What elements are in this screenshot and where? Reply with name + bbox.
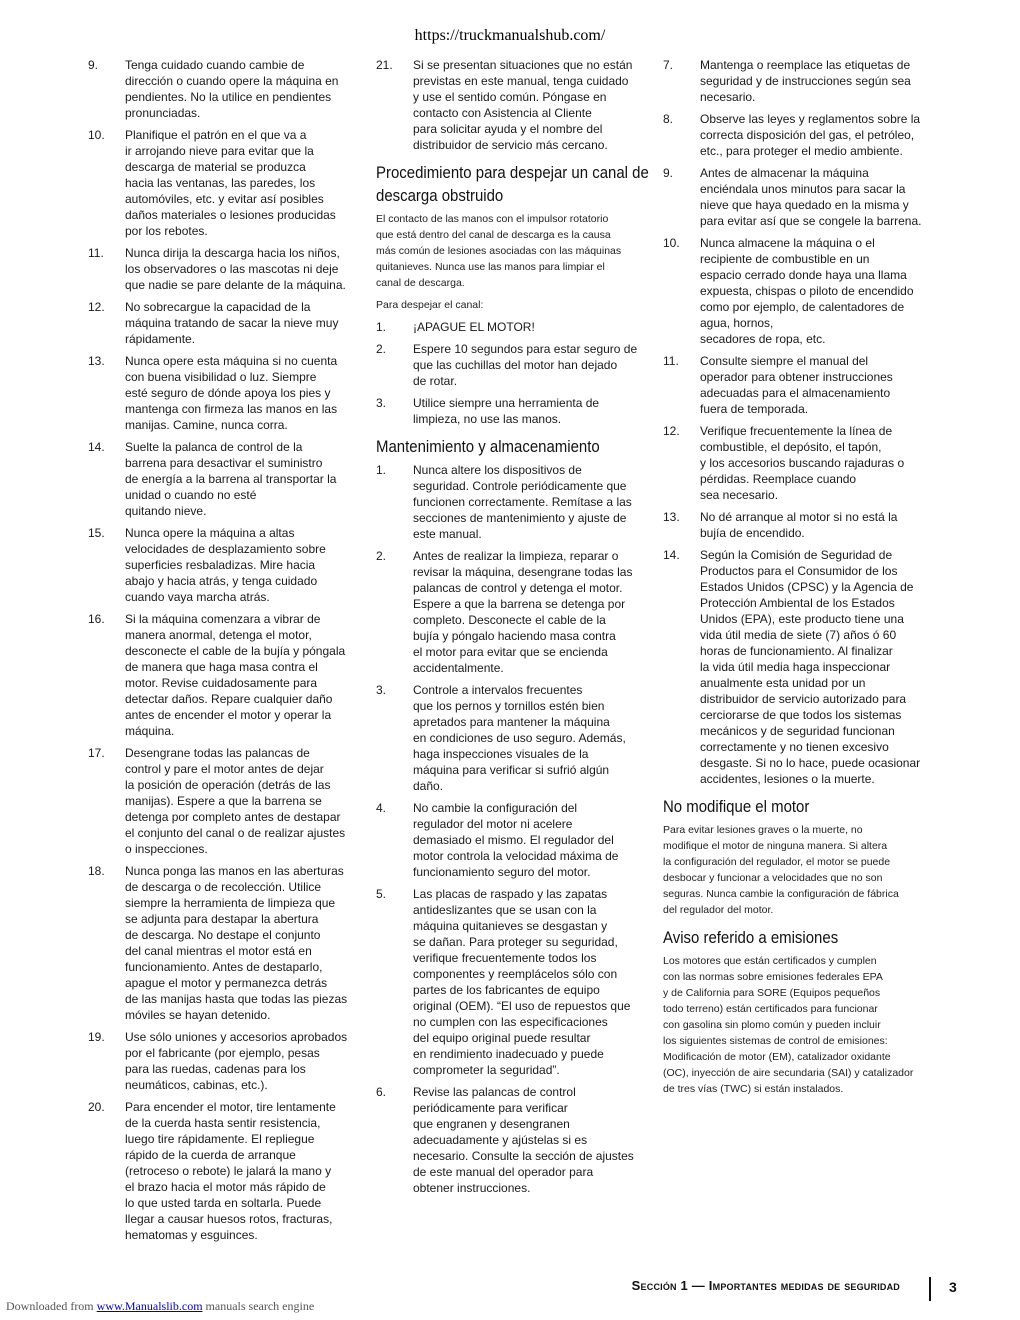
engine-modification-paragraph: Para evitar lesiones graves o la muerte, no modifique el motor de ninguna manera. Si altera la configuración del regulador, el motor se puede desbocar y funcionar a velocidades que no son seguras. Nunca cambie la configuración de fábrica del regulador del motor. xyxy=(663,824,899,916)
list-item xyxy=(663,57,935,105)
list-item-number: 6. xyxy=(376,1085,387,1099)
list-item-number: 14. xyxy=(663,548,680,562)
list-item-text: Antes de realizar la limpieza, reparar o revisar la máquina, desengrane todas las palancas de control y detenga el motor. Espere a que la barrena se detenga por completo. Desconecte el cable de la bujía y póngalo haciendo masa contra el motor para evitar que se encienda accidentalmente. xyxy=(413,549,633,675)
column-middle xyxy=(376,57,648,1202)
list-item-text: Mantenga o reemplace las etiquetas de seguridad y de instrucciones según sea necesario. xyxy=(700,58,911,104)
list-item-number: 11. xyxy=(663,354,679,368)
list-item-text: No cambie la configuración del regulador del motor ni acelere demasiado el mismo. El regulador del motor controla la velocidad máxima de funcionamiento seguro del motor. xyxy=(413,801,619,879)
list-item-number: 15. xyxy=(88,526,105,540)
list-item xyxy=(88,1099,360,1243)
list-item xyxy=(88,611,360,739)
list-item xyxy=(663,235,935,347)
maintenance-list-continued xyxy=(663,57,935,787)
list-item-text: Revise las palancas de control periódicamente para verificar que engranen y desengranen adecuadamente y ajústelas si es necesario. Consulte la sección de ajustes de este manual del operador para obtener instrucciones. xyxy=(413,1085,634,1195)
list-item-text: Nunca dirija la descarga hacia los niños, los observadores o las mascotas ni deje que nadie se pare delante de la máquina. xyxy=(125,246,346,292)
list-item-number: 10. xyxy=(663,236,680,250)
list-item-text: Verifique frecuentemente la línea de combustible, el depósito, el tapón, y los accesorios buscando rajaduras o pérdidas. Reemplace cuando sea necesario. xyxy=(700,424,905,502)
list-item xyxy=(376,341,648,389)
list-item-text: ¡APAGUE EL MOTOR! xyxy=(413,320,535,334)
list-item-number: 4. xyxy=(376,801,387,815)
maintenance-list xyxy=(376,462,648,1196)
list-item-number: 10. xyxy=(88,128,105,142)
list-item-text: Planifique el patrón en el que va a ir arrojando nieve para evitar que la descarga de material se produzca hacia las ventanas, las paredes, los automóviles, etc. y evitar así posibles daños materiales o lesiones producidas por los rebotes. xyxy=(125,128,336,238)
list-item xyxy=(663,165,935,229)
list-item-text: Antes de almacenar la máquina enciéndala unos minutos para sacar la nieve que haya quedado en la misma y para evitar así que se congele la barrena. xyxy=(700,166,922,228)
list-item-text: Si se presentan situaciones que no están previstas en este manual, tenga cuidado y use el sentido común. Póngase en contacto con Asistencia al Cliente para solicitar ayuda y el nombre del distribuidor de servicio más cercano. xyxy=(413,58,633,152)
footer-divider xyxy=(929,1277,931,1301)
list-item xyxy=(88,299,360,347)
list-item xyxy=(88,127,360,239)
list-item-text: Las placas de raspado y las zapatas antideslizantes que se usan con la máquina quitanieves se desgastan y se dañan. Para proteger su seguridad, verifique frecuentemente todos los componentes y reemplácelos sólo con partes de los fabricantes de equipo original (OEM). “El uso de repuestos que no cumplen con las especificaciones del equipo original puede resultar en rendimiento inadecuado y puede comprometer la seguridad”. xyxy=(413,887,631,1077)
column-right xyxy=(663,57,935,1103)
list-item-number: 11. xyxy=(88,246,104,260)
list-item-text: Espere 10 segundos para estar seguro de que las cuchillas del motor han dejado de rotar. xyxy=(413,342,638,388)
maintenance-heading: Mantenimiento y almacenamiento xyxy=(376,437,600,456)
list-item-number: 3. xyxy=(376,683,387,697)
list-item xyxy=(88,863,360,1023)
list-item xyxy=(88,57,360,121)
list-item-number: 2. xyxy=(376,342,387,356)
list-item-text: Para encender el motor, tire lentamente de la cuerda hasta sentir resistencia, luego tire rápidamente. El repliegue rápido de la cuerda de arranque (retroceso o rebote) le jalará la mano y el brazo hacia el motor más rápido de lo que usted tarda en soltarla. Puede llegar a causar huesos rotos, fracturas, hematomas y esguinces. xyxy=(125,1100,336,1242)
list-item xyxy=(663,509,935,541)
download-notice xyxy=(6,1299,314,1314)
list-item-text: Controle a intervalos frecuentes que los pernos y tornillos estén bien apretados para mantener la máquina en condiciones de uso seguro. Además, haga inspecciones visuales de la máquina para verificar si sufrió algún daño. xyxy=(413,683,626,793)
chute-clearing-paragraph: El contacto de las manos con el impulsor rotatorio que está dentro del canal de descarga es la causa más común de lesiones asociadas con las máquinas quitanieves. Nunca use las manos para limpiar el canal de descarga. xyxy=(376,213,622,289)
chute-clearing-heading: Procedimiento para despejar un canal de descarga obstruido xyxy=(376,163,649,205)
list-item-number: 18. xyxy=(88,864,105,878)
download-suffix: manuals search engine xyxy=(205,1299,315,1313)
download-prefix: Downloaded from xyxy=(6,1299,94,1313)
list-item xyxy=(663,353,935,417)
list-item-text: Si la máquina comenzara a vibrar de manera anormal, detenga el motor, desconecte el cable de la bujía y póngala de manera que haga masa contra el motor. Revise cuidadosamente para detectar daños. Repare cualquier daño antes de encender el motor y operar la máquina. xyxy=(125,612,346,738)
emissions-heading: Aviso referido a emisiones xyxy=(663,928,839,947)
list-item-number: 20. xyxy=(88,1100,105,1114)
list-item xyxy=(88,1029,360,1093)
list-item-number: 19. xyxy=(88,1030,105,1044)
list-item xyxy=(376,319,648,335)
list-item-number: 9. xyxy=(88,58,99,72)
list-item xyxy=(376,886,648,1078)
list-item-number: 17. xyxy=(88,746,105,760)
list-item xyxy=(376,395,648,427)
list-item-number: 3. xyxy=(376,396,387,410)
list-item-text: Tenga cuidado cuando cambie de dirección o cuando opere la máquina en pendientes. No la utilice en pendientes pronunciadas. xyxy=(125,58,339,120)
chute-clearing-steps xyxy=(376,319,648,427)
list-item-number: 12. xyxy=(663,424,680,438)
list-item xyxy=(376,682,648,794)
chute-clearing-intro: Para despejar el canal: xyxy=(376,299,484,311)
footer-section-title: Sección 1 — Importantes medidas de seguridad xyxy=(631,1278,900,1293)
list-item-number: 2. xyxy=(376,549,387,563)
list-item xyxy=(88,245,360,293)
list-item-number: 21. xyxy=(376,58,393,72)
list-item-number: 14. xyxy=(88,440,105,454)
list-item xyxy=(376,800,648,880)
list-item-text: Nunca ponga las manos en las aberturas de descarga o de recolección. Utilice siempre la herramienta de limpieza que se adjunta para destapar la abertura de descarga. No destape el conjunto del canal mientras el motor está en funcionamiento. Antes de destaparlo, apague el motor y permanezca detrás de las manijas hasta que todas las piezas móviles se hayan detenido. xyxy=(125,864,348,1022)
list-item-text: No sobrecargue la capacidad de la máquina tratando de sacar la nieve muy rápidamente. xyxy=(125,300,339,346)
list-item-text: Nunca almacene la máquina o el recipiente de combustible en un espacio cerrado donde haya una llama expuesta, chispas o piloto de encendido como por ejemplo, de calentadores de agua, hornos, secadores de ropa, etc. xyxy=(700,236,914,346)
list-item-text: Consulte siempre el manual del operador para obtener instrucciones adecuadas para el almacenamiento fuera de temporada. xyxy=(700,354,893,416)
list-item-number: 12. xyxy=(88,300,105,314)
list-item-number: 9. xyxy=(663,166,674,180)
emissions-paragraph: Los motores que están certificados y cumplen con las normas sobre emisiones federales EPA y de California para SORE (Equipos pequeños todo terreno) están certificados para funcionar con gasolina sin plomo común y pueden incluir los siguientes sistemas de control de emisiones: Modificación de motor (EM), catalizador oxidante (OC), inyección de aire secundaria (SAI) y catalizador de tres vías (TWC) si están instalados. xyxy=(663,955,914,1095)
safety-list-end xyxy=(376,57,648,153)
list-item-text: Utilice siempre una herramienta de limpieza, no use las manos. xyxy=(413,396,600,426)
list-item-text: Use sólo uniones y accesorios aprobados por el fabricante (por ejemplo, pesas para las ruedas, cadenas para los neumáticos, cabinas, etc.). xyxy=(125,1030,348,1092)
list-item xyxy=(376,1084,648,1196)
list-item-text: Nunca opere la máquina a altas velocidades de desplazamiento sobre superficies resbaladizas. Mire hacia abajo y hacia atrás, y tenga cuidado cuando vaya marcha atrás. xyxy=(125,526,326,604)
list-item-number: 16. xyxy=(88,612,105,626)
list-item xyxy=(663,547,935,787)
list-item xyxy=(88,439,360,519)
list-item-text: Nunca opere esta máquina si no cuenta con buena visibilidad o luz. Siempre esté seguro de dónde apoya los pies y mantenga con firmeza las manos en las manijas. Camine, nunca corra. xyxy=(125,354,338,432)
list-item xyxy=(376,548,648,676)
list-item-text: Nunca altere los dispositivos de seguridad. Controle periódicamente que funcionen correctamente. Remítase a las secciones de mantenimiento y ajuste de este manual. xyxy=(413,463,632,541)
list-item xyxy=(376,57,648,153)
list-item xyxy=(663,111,935,159)
list-item-number: 1. xyxy=(376,463,387,477)
list-item-text: Desengrane todas las palancas de control y pare el motor antes de dejar la posición de operación (detrás de las manijas). Espere a que la barrena se detenga por completo antes de destapar el conjunto del canal o de realizar ajustes o inspecciones. xyxy=(125,746,346,856)
list-item xyxy=(88,525,360,605)
list-item xyxy=(88,353,360,433)
list-item-number: 8. xyxy=(663,112,674,126)
manualslib-link[interactable]: www.Manualslib.com xyxy=(96,1299,203,1313)
header-url: https://truckmanualshub.com/ xyxy=(414,27,606,44)
list-item-text: No dé arranque al motor si no está la bujía de encendido. xyxy=(700,510,898,540)
list-item-text: Observe las leyes y reglamentos sobre la correcta disposición del gas, el petróleo, etc., para proteger el medio ambiente. xyxy=(700,112,921,158)
list-item-number: 1. xyxy=(376,320,387,334)
list-item xyxy=(663,423,935,503)
list-item-number: 13. xyxy=(663,510,680,524)
column-left xyxy=(88,57,360,1249)
list-item-number: 5. xyxy=(376,887,387,901)
list-item-text: Suelte la palanca de control de la barrena para desactivar el suministro de energía a la barrena al transportar la unidad o cuando no esté quitando nieve. xyxy=(125,440,337,518)
engine-modification-heading: No modifique el motor xyxy=(663,797,810,816)
list-item-number: 7. xyxy=(663,58,674,72)
list-item xyxy=(88,745,360,857)
list-item xyxy=(376,462,648,542)
list-item-number: 13. xyxy=(88,354,105,368)
list-item-text: Según la Comisión de Seguridad de Productos para el Consumidor de los Estados Unidos (CPSC) y la Agencia de Protección Ambiental de los Estados Unidos (EPA), este producto tiene una vida útil media de siete (7) años ó 60 horas de funcionamiento. Al finalizar la vida útil media haga inspeccionar anualmente esta unidad por un distribuidor de servicio autorizado para cerciorarse de que todos los sistemas mecánicos y de seguridad funcionan correctamente y no tienen excesivo desgaste. Si no lo hace, puede ocasionar accidentes, lesiones o la muerte. xyxy=(700,548,921,786)
page-number: 3 xyxy=(949,1279,957,1295)
safety-list-continued xyxy=(88,57,360,1243)
